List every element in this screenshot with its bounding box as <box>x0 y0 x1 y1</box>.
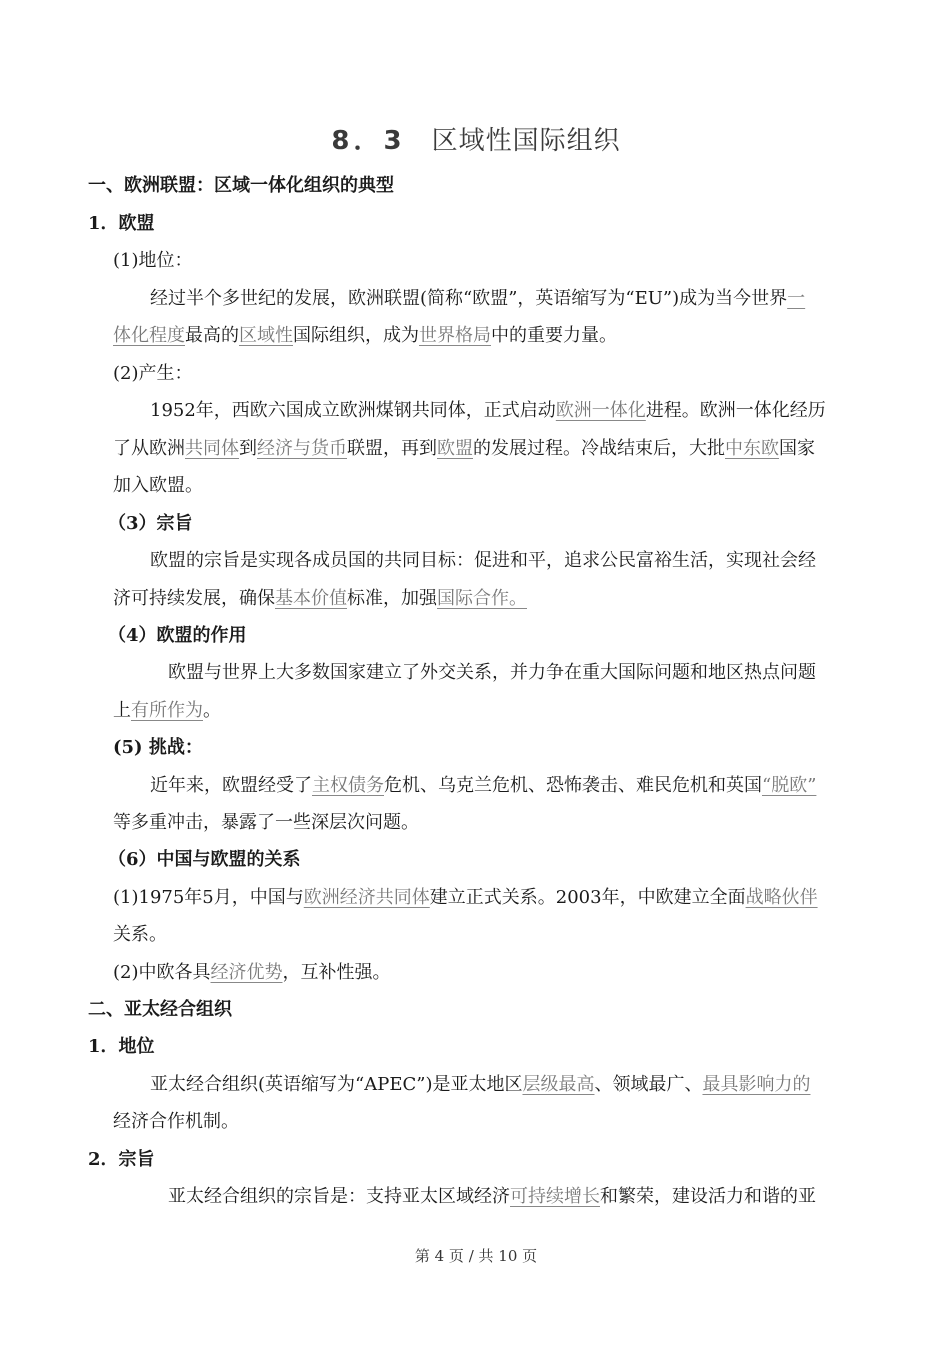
text: 、领域最广、 <box>594 1074 703 1095</box>
text: 联盟，再到 <box>347 438 437 459</box>
paragraph-status-line1 <box>150 287 805 311</box>
text: 进程。欧洲一体化经历 <box>645 400 826 421</box>
text: 亚太经合组织的宗旨是：支持亚太区域经济 <box>168 1186 510 1207</box>
label-role: （4）欧盟的作用 <box>108 625 247 646</box>
paragraph-purpose-line2 <box>113 587 527 611</box>
fill-blank: 区域性 <box>239 325 293 346</box>
paragraph-role-line1: 欧盟与世界上大多数国家建立了外交关系，并力争在重大国际问题和地区热点问题 <box>168 662 816 683</box>
paragraph-apec-purpose-line1 <box>168 1185 816 1209</box>
fill-blank: 世界格局 <box>419 325 491 346</box>
text: ，互补性强。 <box>282 962 391 983</box>
text: 最高的 <box>185 325 239 346</box>
text: 上 <box>113 700 131 721</box>
fill-blank: 欧洲一体化 <box>555 400 646 421</box>
label-purpose: （3）宗旨 <box>108 513 193 534</box>
paragraph-origin-line1 <box>150 399 826 423</box>
text: 标准，加强 <box>347 588 437 609</box>
fill-blank: “脱欧” <box>762 775 817 796</box>
paragraph-status-line2 <box>113 324 617 348</box>
subheading-eu: 1．欧盟 <box>88 213 155 234</box>
text: 国际组织，成为 <box>293 325 419 346</box>
paragraph-china-eu-line2: 关系。 <box>113 924 167 945</box>
paragraph-origin-line3: 加入欧盟。 <box>113 475 203 496</box>
text: 的发展过程。冷战结束后，大批 <box>473 438 725 459</box>
text: 中的重要力量。 <box>491 325 617 346</box>
section-heading-apec: 二、亚太经合组织 <box>88 999 232 1020</box>
page-footer: 第 4 页 / 共 10 页 <box>414 1247 538 1265</box>
page-title <box>0 120 952 157</box>
fill-blank: 基本价值 <box>275 588 347 609</box>
text: 近年来，欧盟经受了 <box>150 775 312 796</box>
subheading-apec-purpose: 2．宗旨 <box>88 1149 155 1170</box>
label-status: (1)地位： <box>113 250 193 271</box>
fill-blank: 中东欧 <box>725 438 779 459</box>
fill-blank: 战略伙伴 <box>745 887 818 908</box>
paragraph-purpose-line1: 欧盟的宗旨是实现各成员国的共同目标：促进和平，追求公民富裕生活，实现社会经 <box>150 550 816 571</box>
text: 。 <box>203 700 221 721</box>
paragraph-apec-status-line2: 经济合作机制。 <box>113 1111 239 1132</box>
label-origin: (2)产生： <box>113 363 193 384</box>
paragraph-origin-line2 <box>113 437 815 461</box>
paragraph-china-eu-line1 <box>113 886 818 910</box>
text: 国家 <box>779 438 815 459</box>
text: 和繁荣，建设活力和谐的亚 <box>600 1186 816 1207</box>
label-china-eu: （6）中国与欧盟的关系 <box>108 849 301 870</box>
text: (2)中欧各具 <box>113 962 211 983</box>
fill-blank: 最具影响力的 <box>702 1074 811 1095</box>
fill-blank: 欧盟 <box>437 438 473 459</box>
fill-blank: 体化程度 <box>113 325 185 346</box>
text: 经过半个多世纪的发展，欧洲联盟(简称“欧盟”，英语缩写为“EU”)成为当今世界 <box>150 288 788 309</box>
text: (1)1975年5月，中国与 <box>113 887 304 908</box>
fill-blank: 共同体 <box>185 438 239 459</box>
fill-blank: 经济优势 <box>210 962 283 983</box>
label-challenges: (5) 挑战： <box>113 737 203 758</box>
fill-blank: 主权债务 <box>312 775 384 796</box>
text: 亚太经合组织(英语缩写为“APEC”)是亚太地区 <box>150 1074 523 1095</box>
fill-blank: 经济与货币 <box>257 438 347 459</box>
text: 建立正式关系。2003年，中欧建立全面 <box>429 887 746 908</box>
paragraph-challenges-line1 <box>150 774 816 798</box>
paragraph-china-eu-line3 <box>113 961 391 985</box>
fill-blank: 一 <box>787 288 806 309</box>
text: 1952年，西欧六国成立欧洲煤钢共同体，正式启动 <box>150 400 556 421</box>
chapter-title: 区域性国际组织 <box>431 126 621 156</box>
fill-blank: 有所作为 <box>131 700 203 721</box>
text: 到 <box>239 438 257 459</box>
paragraph-apec-status-line1 <box>150 1073 810 1097</box>
fill-blank: 欧洲经济共同体 <box>303 887 430 908</box>
fill-blank: 层级最高 <box>522 1074 595 1095</box>
paragraph-role-line2 <box>113 699 221 723</box>
fill-blank: 可持续增长 <box>510 1186 600 1207</box>
text: 危机、乌克兰危机、恐怖袭击、难民危机和英国 <box>384 775 762 796</box>
paragraph-challenges-line2: 等多重冲击，暴露了一些深层次问题。 <box>113 812 419 833</box>
fill-blank: 国际合作。 <box>437 588 527 609</box>
chapter-number: 8．3 <box>331 126 406 156</box>
text: 济可持续发展，确保 <box>113 588 275 609</box>
text: 了从欧洲 <box>113 438 185 459</box>
subheading-apec-status: 1．地位 <box>88 1036 155 1057</box>
section-heading-eu: 一、欧洲联盟：区域一体化组织的典型 <box>88 175 394 196</box>
